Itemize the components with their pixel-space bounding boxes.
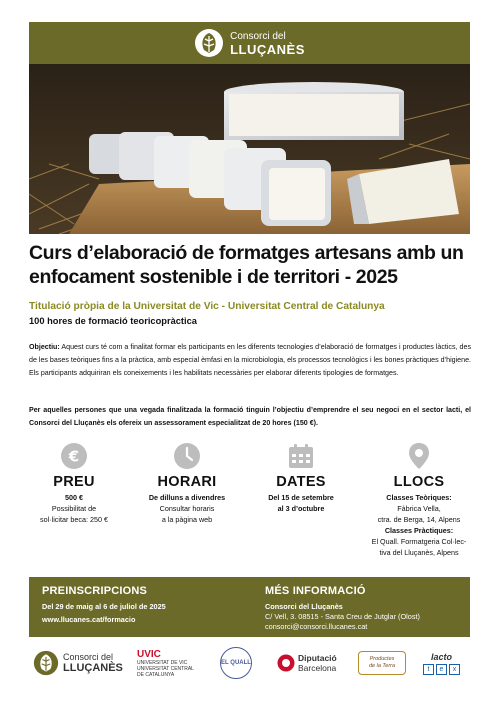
euro-icon [60, 442, 88, 470]
objective-label: Objectiu: [29, 343, 60, 351]
header-org-line2: LLUÇANÈS [230, 42, 305, 57]
more-info-block [265, 585, 420, 632]
price-line: Possibilitat de [51, 504, 97, 513]
schedule-line: De dilluns a divendres [148, 493, 226, 502]
dates-column [256, 442, 346, 514]
clock-icon [173, 442, 201, 470]
places-line: Classes Teòriques: [386, 493, 452, 502]
dates-title: DATES [276, 474, 326, 490]
calendar-icon [287, 442, 315, 470]
course-title: Curs d’elaboració de formatges artesans amb un enfocament sostenible i de territori - 2025 [29, 242, 464, 288]
el-quall-logo-name: EL QUALL [221, 660, 251, 666]
lactotex-logo [423, 645, 460, 681]
consorci-logo-line2: LLUÇANÈS [63, 662, 123, 674]
dates-line: Del 15 de setembre [268, 493, 334, 502]
partner-logos [29, 645, 470, 681]
productes-logo-line2: de la Terra [368, 663, 396, 669]
registration-dates: Del 29 de maig al 6 de juliol de 2025 [42, 602, 166, 611]
registration-title: PREINSCRIPCIONS [42, 585, 148, 597]
places-line: El Quall. Formatgeria Col·lec- [371, 537, 467, 546]
lactotex-letter: x [449, 664, 460, 675]
diputacio-logo [277, 645, 337, 681]
more-info-email[interactable]: consorci@consorci.llucanes.cat [265, 622, 368, 631]
places-column [360, 442, 478, 558]
uvic-logo [137, 645, 194, 681]
diputacio-emblem-icon [277, 654, 295, 672]
uvic-logo-line: UNIVERSITAT CENTRAL [137, 665, 194, 672]
hero-cheese-photo [29, 64, 470, 234]
places-line: ctra. de Berga, 14, Alpens [377, 515, 461, 524]
entrepreneurship-paragraph: Per aquelles persones que una vegada finalitzada la formació tinguin l’objectiu d’emprendre el seu negoci en el sector lacti, el Consorci del Lluçanès els ofereix un assessorament especialitzat de 20 hores (150 €). [29, 406, 471, 427]
header-logo-text [230, 30, 305, 56]
header-bar [29, 22, 470, 64]
diputacio-logo-line1: Diputació [298, 653, 337, 663]
more-info-title: MÉS INFORMACIÓ [265, 585, 366, 597]
uvic-logo-name: UVIC [137, 648, 161, 660]
consorci-logo [33, 645, 123, 681]
svg-text:€: € [68, 447, 80, 466]
training-hours: 100 hores de formació teoricopràctica [29, 316, 197, 326]
consorci-logo-line1: Consorci del [63, 652, 114, 662]
lactotex-letter: t [423, 664, 434, 675]
more-info-org: Consorci del Lluçanès [265, 602, 343, 611]
schedule-line: Consultar horaris [159, 504, 215, 513]
schedule-column [137, 442, 237, 525]
objective-text: Aquest curs té com a finalitat formar els participants en les diferents tecnologies d’elaboració de formatges i productes làctics, des de les bases teòriques fins a la pràctica, amb especial èmfasi en la microbiologia, els processos tecnològics i les bones pràctiques d’higiene. Els participants adquiriran els coneixements i les habilitats necessàries per elaborar diferents tipologies de formatges. [29, 343, 471, 377]
lactotex-letter: e [436, 664, 447, 675]
price-line: 500 € [65, 493, 83, 502]
productes-terra-logo [358, 645, 406, 681]
schedule-title: HORARI [157, 474, 217, 490]
price-line: sol·licitar beca: 250 € [40, 515, 108, 524]
diputacio-logo-line2: Barcelona [298, 663, 337, 673]
location-pin-icon [405, 442, 433, 470]
header-org-line1: Consorci del [230, 31, 286, 42]
price-column [30, 442, 118, 525]
lactotex-logo-line1: lacto [430, 651, 452, 662]
dates-line: al 3 d’octubre [277, 504, 325, 513]
places-line: Fàbrica Vella, [397, 504, 441, 513]
places-line: Classes Pràctiques: [384, 526, 454, 535]
degree-subtitle: Titulació pròpia de la Universitat de Vic - Universitat Central de Catalunya [29, 301, 385, 312]
consorci-leaf-logo-icon [194, 28, 224, 58]
schedule-line: a la pàgina web [161, 515, 213, 524]
registration-block [42, 585, 166, 625]
places-title: LLOCS [393, 474, 445, 490]
productes-logo-line1: Productes [369, 656, 395, 662]
registration-link[interactable]: www.llucanes.cat/formacio [42, 615, 136, 624]
el-quall-logo [220, 645, 252, 681]
objective-paragraph [29, 341, 471, 380]
places-line: tiva del Lluçanès, Alpens [379, 548, 459, 557]
uvic-logo-line: DE CATALUNYA [137, 671, 175, 678]
price-title: PREU [53, 474, 95, 490]
more-info-address: C/ Vell, 3. 08515 - Santa Creu de Jutglar (Olost) [265, 612, 420, 621]
uvic-logo-line: UNIVERSITAT DE VIC [137, 659, 188, 666]
footer-bar [29, 577, 470, 637]
consorci-leaf-icon [33, 650, 59, 676]
